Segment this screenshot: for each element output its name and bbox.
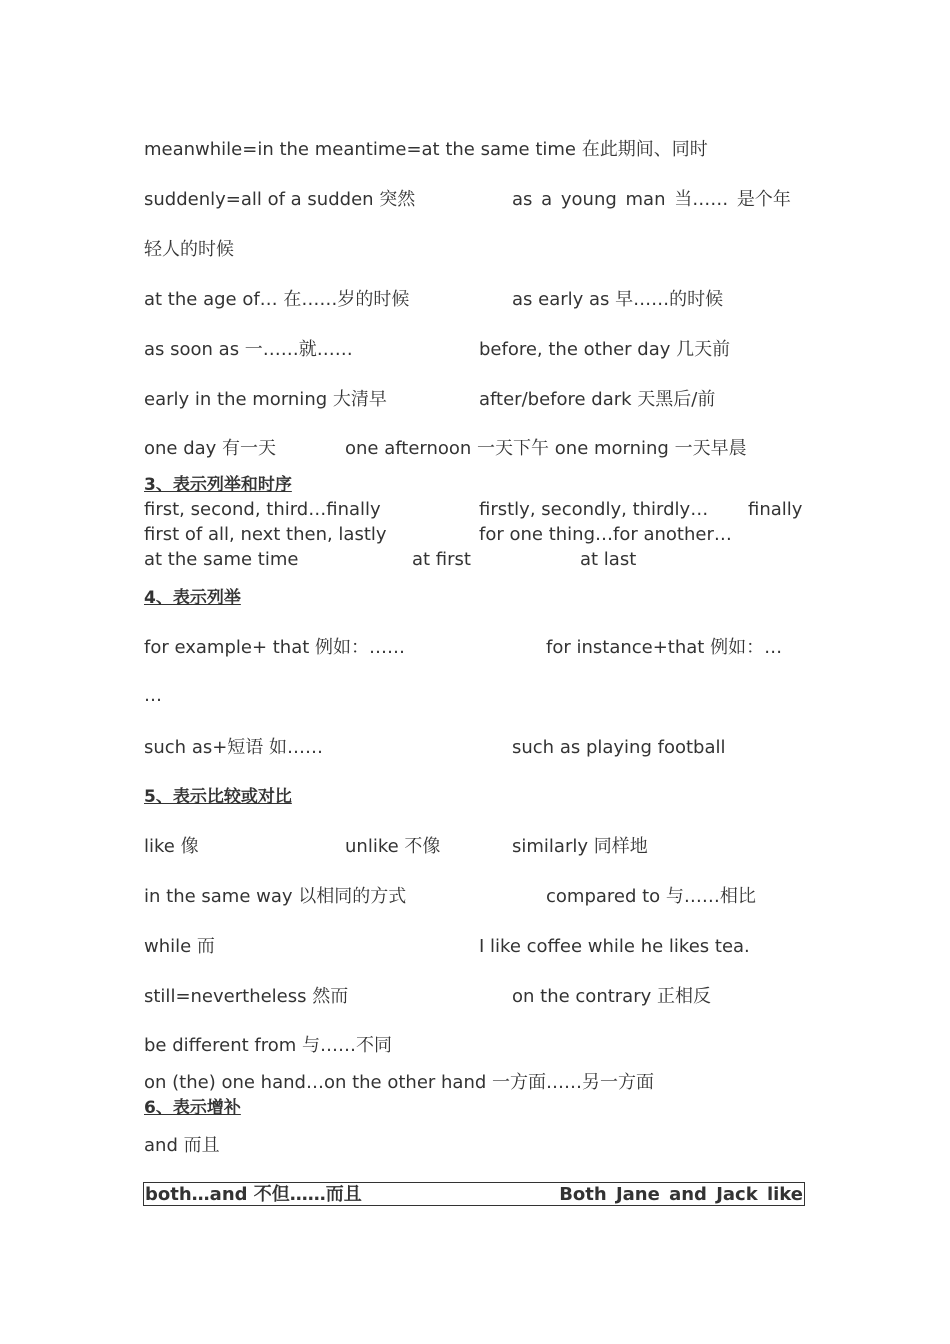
phrase-while: while 而 — [144, 936, 215, 957]
phrase-as-a-young-man-cont: 轻人的时候 — [144, 239, 234, 260]
phrase-similarly: similarly 同样地 — [512, 836, 648, 857]
phrase-suddenly: suddenly=all of a sudden 突然 — [144, 189, 416, 210]
phrase-as-soon-as: as soon as 一……就…… — [144, 339, 353, 360]
phrase-one-day: one day 有一天 — [144, 438, 277, 459]
phrase-still-nevertheless: still=nevertheless 然而 — [144, 986, 349, 1007]
phrase-unlike: unlike 不像 — [345, 836, 441, 857]
phrase-early-in-the-morning: early in the morning 大清早 — [144, 389, 387, 410]
phrase-for-instance-cont: … — [144, 685, 162, 706]
phrase-such-as: such as+短语 如…… — [144, 737, 324, 758]
phrase-and: and 而且 — [144, 1135, 220, 1156]
phrase-as-a-young-man: as a young man 当…… 是个年 — [512, 189, 791, 210]
phrase-while-example: I like coffee while he likes tea. — [479, 936, 750, 957]
phrase-before-the-other-day: before, the other day 几天前 — [479, 339, 731, 360]
phrase-be-different-from: be different from 与……不同 — [144, 1035, 393, 1056]
section-heading-3: 3、表示列举和时序 — [144, 475, 292, 495]
phrase-like: like 像 — [144, 836, 199, 857]
phrase-for-instance: for instance+that 例如：… — [546, 637, 783, 658]
phrase-at-first: at first — [412, 549, 471, 570]
section-heading-5: 5、表示比较或对比 — [144, 787, 292, 807]
phrase-on-the-contrary: on the contrary 正相反 — [512, 986, 711, 1007]
section-heading-4: 4、表示列举 — [144, 588, 241, 608]
phrase-such-as-playing-football: such as playing football — [512, 737, 726, 758]
phrase-at-last: at last — [580, 549, 637, 570]
phrase-at-the-age-of: at the age of… 在……岁的时候 — [144, 289, 410, 310]
phrase-for-example: for example+ that 例如：…… — [144, 637, 406, 658]
phrase-as-early-as: as early as 早……的时候 — [512, 289, 724, 310]
phrase-in-the-same-way: in the same way 以相同的方式 — [144, 886, 407, 907]
table-cell-both-and: both…and 不但……而且 — [145, 1184, 362, 1205]
phrase-for-one-thing: for one thing…for another… — [479, 524, 732, 545]
phrase-one-afternoon: one afternoon 一天下午 one morning 一天早晨 — [345, 438, 747, 459]
phrase-first-of-all: first of all, next then, lastly — [144, 524, 387, 545]
phrase-at-the-same-time: at the same time — [144, 549, 299, 570]
phrase-on-one-hand: on (the) one hand…on the other hand 一方面……另一方面 — [144, 1072, 655, 1093]
phrase-finally: finally — [748, 499, 803, 520]
phrase-first-second-third: first, second, third…finally — [144, 499, 381, 520]
phrase-firstly-secondly: firstly, secondly, thirdly… — [479, 499, 709, 520]
section-heading-6: 6、表示增补 — [144, 1098, 241, 1118]
phrase-compared-to: compared to 与……相比 — [546, 886, 756, 907]
example-table — [143, 1182, 805, 1206]
phrase-meanwhile: meanwhile=in the meantime=at the same time 在此期间、同时 — [144, 139, 708, 160]
table-cell-example: Both Jane and Jack like — [559, 1184, 803, 1205]
phrase-after-before-dark: after/before dark 天黑后/前 — [479, 389, 716, 410]
